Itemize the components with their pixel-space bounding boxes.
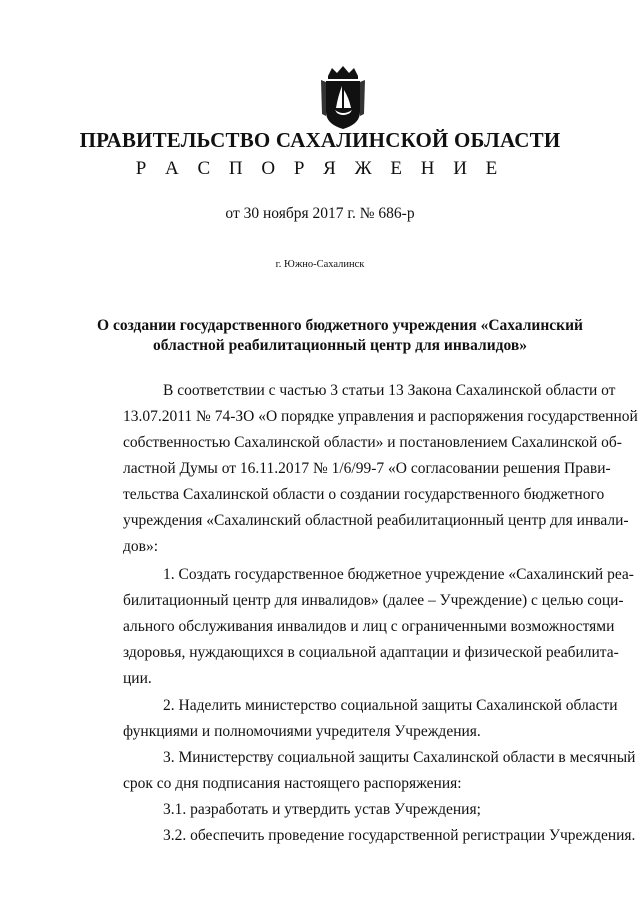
document-subject	[80, 316, 600, 356]
document-city: г. Южно-Сахалинск	[275, 259, 365, 270]
text-line: 2. Наделить министерство социальной защиты Сахалинской области	[163, 697, 618, 714]
text-line: ластной Думы от 16.11.2017 № 1/6/99-7 «О согласовании решения Прави-	[123, 460, 611, 477]
item-3-2-paragraph	[123, 823, 636, 849]
text-line: дов»:	[123, 538, 159, 555]
text-line: ального обслуживания инвалидов и лиц с ограниченными возможностями	[123, 618, 615, 635]
text-line: 3.2. обеспечить проведение государственной регистрации Учреждения.	[163, 827, 636, 844]
text-line: учреждения «Сахалинский областной реабилитационный центр для инвали-	[123, 512, 629, 529]
text-line: функциями и полномочиями учредителя Учреждения.	[123, 723, 481, 740]
coat-of-arms-icon	[318, 66, 368, 130]
item-2-paragraph	[123, 693, 618, 745]
preamble-paragraph	[123, 378, 638, 560]
text-line: В соответствии с частью 3 статьи 13 Закона Сахалинской области от	[163, 382, 616, 399]
text-line: 3. Министерству социальной защиты Сахалинской области в месячный	[163, 749, 636, 766]
subject-line: областной реабилитационный центр для инвалидов»	[153, 337, 527, 354]
item-3-1-paragraph	[123, 797, 598, 823]
text-line: 13.07.2011 № 74-ЗО «О порядке управления и распоряжения государственной	[123, 408, 638, 425]
text-line: 3.1. разработать и утвердить устав Учреждения;	[163, 801, 481, 818]
text-line: собственностью Сахалинской области» и постановлением Сахалинской об-	[123, 434, 622, 451]
text-line: срок со дня подписания настоящего распоряжения:	[123, 775, 462, 792]
item-1-paragraph	[123, 562, 634, 692]
subject-line: О создании государственного бюджетного учреждения «Сахалинский	[97, 317, 583, 334]
text-line: ции.	[123, 670, 152, 687]
text-line: билитационный центр для инвалидов» (далее – Учреждение) с целью соци-	[123, 592, 624, 609]
text-line: тельства Сахалинской области о создании государственного бюджетного	[123, 486, 605, 503]
item-3-paragraph	[123, 745, 636, 797]
document-type: Р А С П О Р Я Ж Е Н И Е	[135, 158, 505, 179]
text-line: здоровья, нуждающихся в социальной адаптации и физической реабилита-	[123, 644, 619, 661]
government-title: ПРАВИТЕЛЬСТВО САХАЛИНСКОЙ ОБЛАСТИ	[79, 128, 561, 152]
text-line: 1. Создать государственное бюджетное учреждение «Сахалинский реа-	[163, 566, 634, 583]
document-date-number: от 30 ноября 2017 г. № 686-р	[225, 205, 415, 222]
